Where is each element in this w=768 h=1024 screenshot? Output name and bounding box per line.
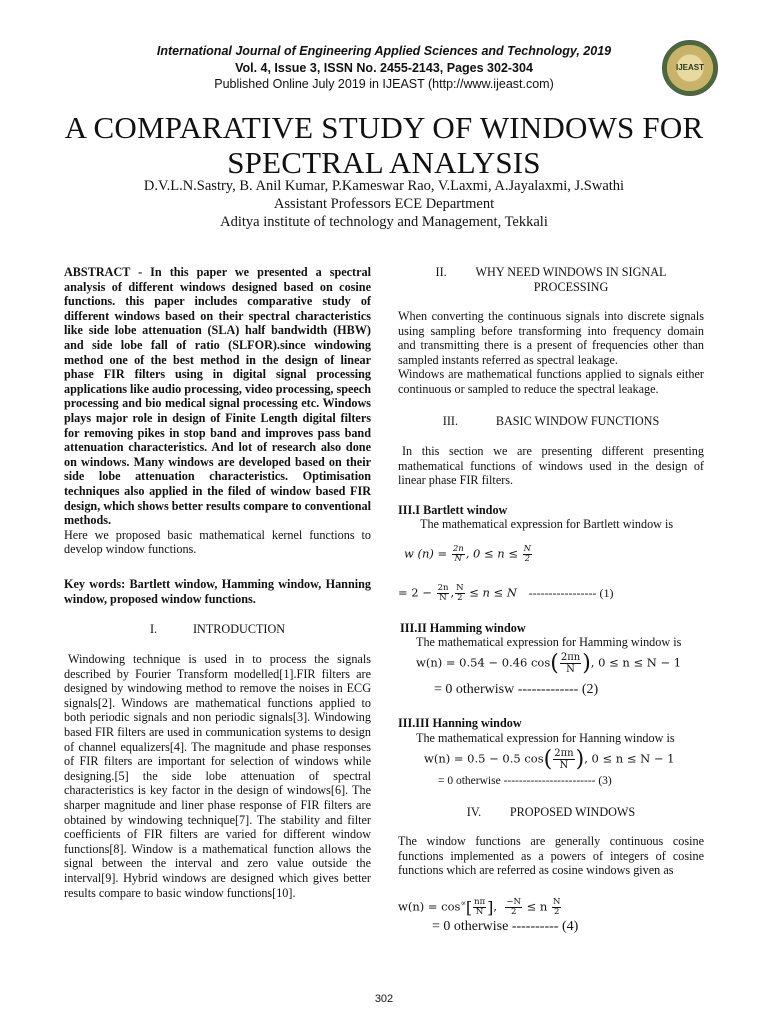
section-4-number: IV. [466,805,482,819]
bartlett-equation-2: = 2 − $\frac{2n}{N}$ , $\frac{N}{2}$ ≤ n ≤ N ----------------- (1) [398,583,614,603]
hanning-equation: w(n) = 0.5 − 0.5 cos( $\frac{2\pi n}{N}$ ), 0 ≤ n ≤ N − 1 [424,747,675,772]
section-2-number: II. [435,265,447,279]
hamming-description: The mathematical expression for Hamming window is [416,635,682,649]
section-2-title-line-2: PROCESSING [533,279,609,294]
title-line-1: A COMPARATIVE STUDY OF WINDOWS FOR [64,110,704,145]
hamming-equation: w(n) = 0.54 − 0.46 cos( $\frac{2\pi n}{N}$ ), 0 ≤ n ≤ N − 1 [416,651,682,676]
bartlett-heading: III.I Bartlett window [398,503,508,517]
affiliation-institute: Aditya institute of technology and Management, Tekkali [220,214,548,230]
section-4-title: PROPOSED WINDOWS [509,805,636,819]
section-3-number: III. [442,414,458,428]
section-2-title-line-1: WHY NEED WINDOWS IN SIGNAL [475,265,667,279]
abstract [64,265,371,557]
abstract-note: Here we proposed basic mathematical kernel functions to develop window functions. [64,527,371,557]
title-line-2: SPECTRAL ANALYSIS [227,145,541,180]
hamming-heading: III.II Hamming window [400,621,526,635]
introduction-text: Windowing technique is used in to process the signals described by Fourier Transform modelled[1].FIR filters are designed by windowing method to remove the noises in ECG signals[2]. Windows are mathematical functions applied to both periodic signals and non periodic signals[3]. Windowing based FIR filters are used in communication systems to design of channel equalizers[4]. The magnitude and phase responses of FIR filters are important for selection of windows while designing.[5] the side lobe attenuation of spectral characteristics is key factor in the design of windows[6]. The sharper magnitude and liner phase response of FIR filters are obtained by windowing technique[7]. The stability and filter coefficients of FIR filters are varied for different window functions[8]. Window is a mathematical function allows the signal between the interval and zero value outside the interval[9]. Hybrid windows are designed which gives better results compare to basic window functions[10]. [64,652,371,900]
hanning-otherwise: = 0 otherwise ------------------------ (3) [438,775,612,787]
hanning-description: The mathematical expression for Hanning window is [416,731,675,745]
page-number: 302 [374,993,394,1005]
section-2-heading [398,265,704,294]
bartlett-equation-1: w (n) = $\frac{2n}{N}$ , 0 ≤ n ≤ $\frac{N}{2}$ [404,544,532,564]
proposed-window-equation: w(n) = cos∝[ $\frac{n\pi}{N}$ ], $\frac{-N}{2}$ ≤ n $\frac{N}{2}$ [398,897,561,917]
journal-volume: Vol. 4, Issue 3, ISSN No. 2455-2143, Pages 302-304 [235,61,533,75]
journal-logo: IJEAST [662,40,718,96]
section-2-text [398,309,704,397]
section-4-text: The window functions are generally continuous cosine functions implemented as a powers of integers of cosine functions which are referred as cosine windows given as [398,834,704,878]
proposed-otherwise: = 0 otherwise ---------- (4) [432,919,579,934]
affiliation-dept: Assistant Professors ECE Department [273,196,495,212]
section-1-heading [64,622,371,637]
journal-name: International Journal of Engineering Applied Sciences and Technology, 2019 [156,44,612,58]
section-3-text: In this section we are presenting different presenting mathematical functions of windows used in the design of linear phase FIR filters. [398,444,704,488]
section-2-paragraph-2: Windows are mathematical functions applied to signals either continuous or sampled to reduce the spectral leakage. [398,367,704,396]
keywords: Key words: Bartlett window, Hamming window, Hanning window, proposed window functions. [64,577,371,606]
hanning-heading: III.III Hanning window [398,716,522,730]
section-2-paragraph-1: When converting the continuous signals into discrete signals using sampling before transforming into frequency domain and transmitting there is a present of frequencies other than sampled instants referred as spectral leakage. [398,309,704,367]
authors: D.V.L.N.Sastry, B. Anil Kumar, P.Kameswar Rao, V.Laxmi, A.Jayalaxmi, J.Swathi [143,178,625,194]
paper-title [40,110,728,180]
abstract-text: ABSTRACT - In this paper we presented a spectral analysis of different windows designed based on cosine functions. this paper includes comparative study of different windows based on their spectral characteristics like side lobe attenuation (SLA) half bandwidth (HBW) and side lobe fall of ratio (SLFOR).since windowing method one of the best method in the design of linear phase FIR filters using in digital signal processing applications like audio processing, video processing, speech processing and bio medical signal processing etc. Windows plays major role in design of Finite Length digital filters for removing pikes in stop band and improves pass band attenuation characteristics. And lot of research also done on windows. Many windows are developed based on their side lobe attenuation characteristics. Optimisation techniques also applied in the filed of window based FIR design, which shows better results compare to conventional methods. [64,265,371,528]
section-3-heading [398,414,704,429]
hamming-otherwise: = 0 otherwisw ------------- (2) [434,682,599,697]
section-4-heading [398,805,704,820]
journal-published: Published Online July 2019 in IJEAST (http://www.ijeast.com) [214,77,554,91]
section-1-number: I. [149,622,158,636]
bartlett-description: The mathematical expression for Bartlett window is [420,517,674,531]
section-3-title: BASIC WINDOW FUNCTIONS [495,414,660,428]
section-1-title: INTRODUCTION [192,622,286,636]
